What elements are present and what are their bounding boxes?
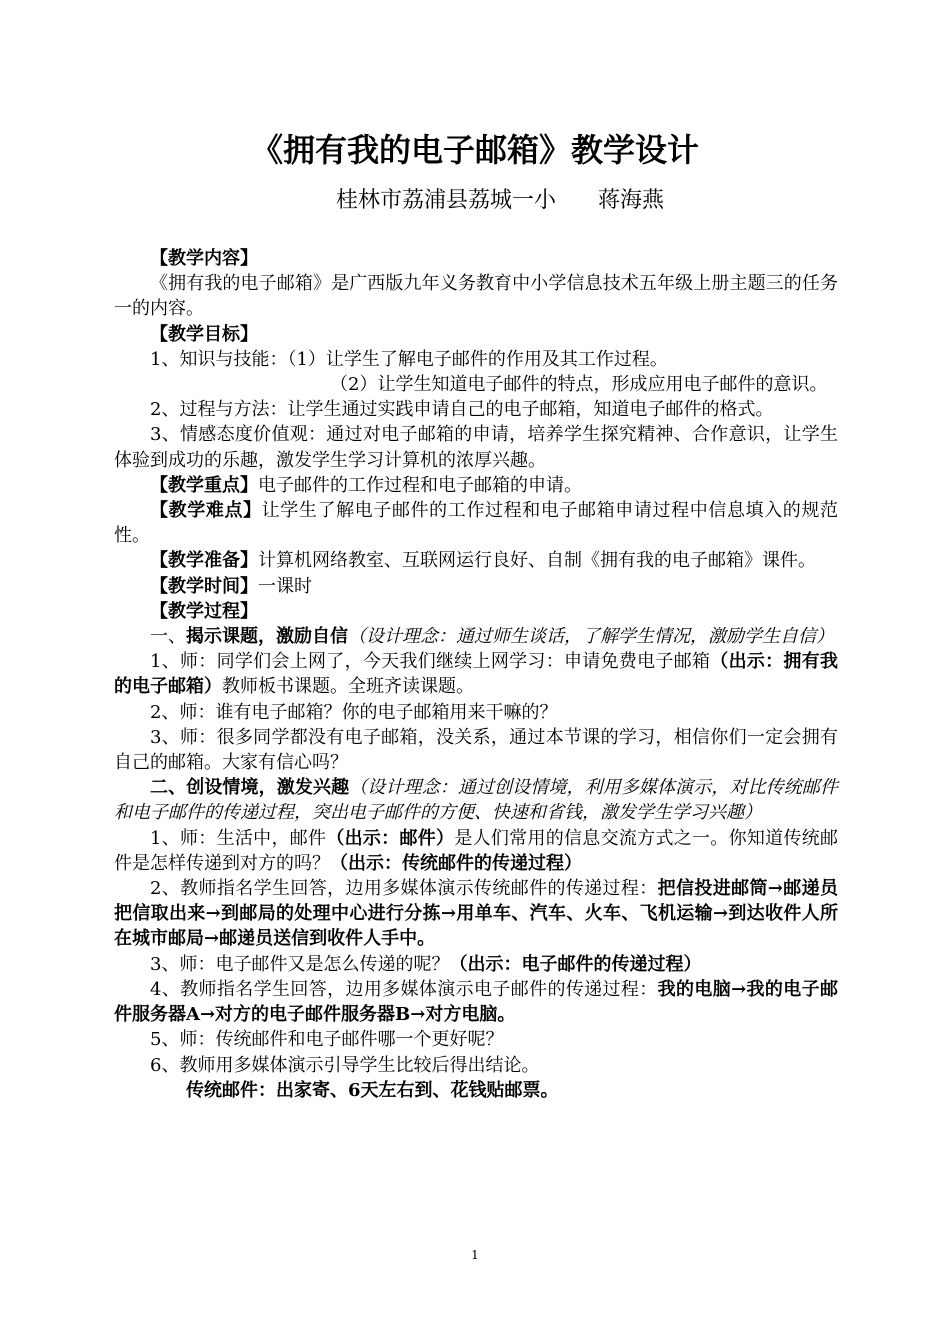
bold-text: 【教学难点】 xyxy=(150,500,262,522)
bold-text: 【教学目标】 xyxy=(150,323,258,345)
process-part-1-heading xyxy=(114,624,838,649)
bold-text: 【教学内容】 xyxy=(150,248,258,269)
text-run: （2）让学生知道电子邮件的特点，形成应用电子邮件的意识。 xyxy=(330,374,828,396)
bold-text: 二、创设情境，激发兴趣 xyxy=(150,777,350,799)
process-step xyxy=(114,649,838,699)
text-run: 一、 xyxy=(150,626,186,648)
bold-text: 【教学时间】 xyxy=(150,575,258,597)
text-run: 一课时 xyxy=(258,575,312,597)
text-run: 3、师：很多同学都没有电子邮箱，没关系，通过本节课的学习，相信你们一定会拥有自己的邮箱。大家有信心吗？ xyxy=(114,726,838,774)
process-part-2-heading xyxy=(114,775,838,825)
bold-text: 【教学过程】 xyxy=(150,600,258,622)
process-step xyxy=(114,977,838,1027)
process-step xyxy=(114,826,838,876)
bold-text: （出示：邮件） xyxy=(326,827,455,849)
bold-text: 我的电脑→我的电子邮件服务器A→对方的电子邮件服务器B→对方电脑。 xyxy=(114,978,838,1026)
text-run: 2、过程与方法：让学生通过实践申请自己的电子邮箱，知道电子邮件的格式。 xyxy=(150,399,774,421)
process-step xyxy=(114,876,838,952)
text-run: 是人们常用的信息交流方式之一。你知道传统邮件是怎样传递到对方的吗？ xyxy=(114,827,839,874)
document-title: 《拥有我的电子邮箱》教学设计 xyxy=(250,131,699,169)
bold-text: 揭示课题，激励自信 xyxy=(186,626,348,648)
text-run: 3、情感态度价值观：通过对电子邮箱的申请，培养学生探究精神、合作意识，让学生体验到成功的乐趣，激发学生学习计算机的浓厚兴趣。 xyxy=(114,424,838,471)
preparation xyxy=(114,548,838,573)
bold-text: 【教学重点】 xyxy=(150,474,258,496)
text-run: 4、教师指名学生回答，边用多媒体演示电子邮件的传递过程： xyxy=(150,978,658,1000)
conclusion-traditional-mail xyxy=(114,1078,838,1103)
objective-process xyxy=(114,397,838,422)
content-paragraph xyxy=(114,271,838,321)
process-step xyxy=(114,1053,838,1078)
section-heading-objectives xyxy=(114,322,838,347)
text-run: 计算机网络教室、互联网运行良好、自制《拥有我的电子邮箱》课件。 xyxy=(258,550,816,572)
text-run: 2、师：谁有电子邮箱？你的电子邮箱用来干嘛的？ xyxy=(150,701,558,723)
key-point xyxy=(114,473,838,498)
text-run: 6、教师用多媒体演示引导学生比较后得出结论。 xyxy=(150,1054,540,1076)
design-note: （设计理念：通过师生谈话，了解学生情况，激励学生自信） xyxy=(348,626,834,648)
text-run: 1、师：同学们会上网了，今天我们继续上网学习：申请免费电子邮箱 xyxy=(150,651,711,673)
text-run: 《拥有我的电子邮箱》是广西版九年义务教育中小学信息技术五年级上册主题三的任务一的内容。 xyxy=(114,273,838,320)
design-note: （设计理念：通过创设情境，利用多媒体演示，对比传统邮件和电子邮件的传递过程，突出电子邮件的方便、快速和省钱，激发学生学习兴趣） xyxy=(114,777,839,824)
process-step xyxy=(114,952,838,977)
text-run: 2、教师指名学生回答，边用多媒体演示传统邮件的传递过程： xyxy=(150,878,658,900)
process-step xyxy=(114,1027,838,1052)
author-line: 桂林市荔浦县荔城一小 蒋海燕 xyxy=(336,188,664,213)
bold-text: （出示：拥有我的电子邮箱） xyxy=(114,651,839,698)
text-run: 1、师：生活中，邮件 xyxy=(150,827,327,849)
text-run: 让学生了解电子邮件的工作过程和电子邮箱申请过程中信息填入的规范性。 xyxy=(114,500,839,547)
bold-text: （出示：传统邮件的传递过程） xyxy=(330,852,582,874)
text-run: 电子邮件的工作过程和电子邮箱的申请。 xyxy=(258,474,582,496)
text-run: 1、知识与技能：（1）让学生了解电子邮件的作用及其工作过程。 xyxy=(150,348,668,370)
difficult-point xyxy=(114,498,838,548)
teaching-time xyxy=(114,574,838,599)
bold-text: 把信投进邮筒→邮递员把信取出来→到邮局的处理中心进行分拣→用单车、汽车、火车、飞机运输→到达收件人所在城市邮局→邮递员送信到收件人手中。 xyxy=(114,878,838,950)
bold-text: 【教学准备】 xyxy=(150,550,258,572)
process-step xyxy=(114,700,838,725)
page-number: 1 xyxy=(471,1248,479,1262)
objective-emotion xyxy=(114,422,838,472)
text-run: 3、师：电子邮件又是怎么传递的呢？ xyxy=(150,953,450,975)
objective-knowledge-2 xyxy=(114,372,838,397)
bold-text: （出示：电子邮件的传递过程） xyxy=(449,953,702,975)
text-run: 教师板书课题。全班齐读课题。 xyxy=(222,676,474,698)
text-run: 5、师：传统邮件和电子邮件哪一个更好呢？ xyxy=(150,1029,504,1051)
section-heading-content xyxy=(114,246,838,271)
process-step xyxy=(114,725,838,775)
section-heading-process xyxy=(114,599,838,624)
objective-knowledge xyxy=(114,347,838,372)
document-body xyxy=(114,246,838,1103)
bold-text: 传统邮件：出家寄、6天左右到、花钱贴邮票。 xyxy=(186,1079,559,1101)
